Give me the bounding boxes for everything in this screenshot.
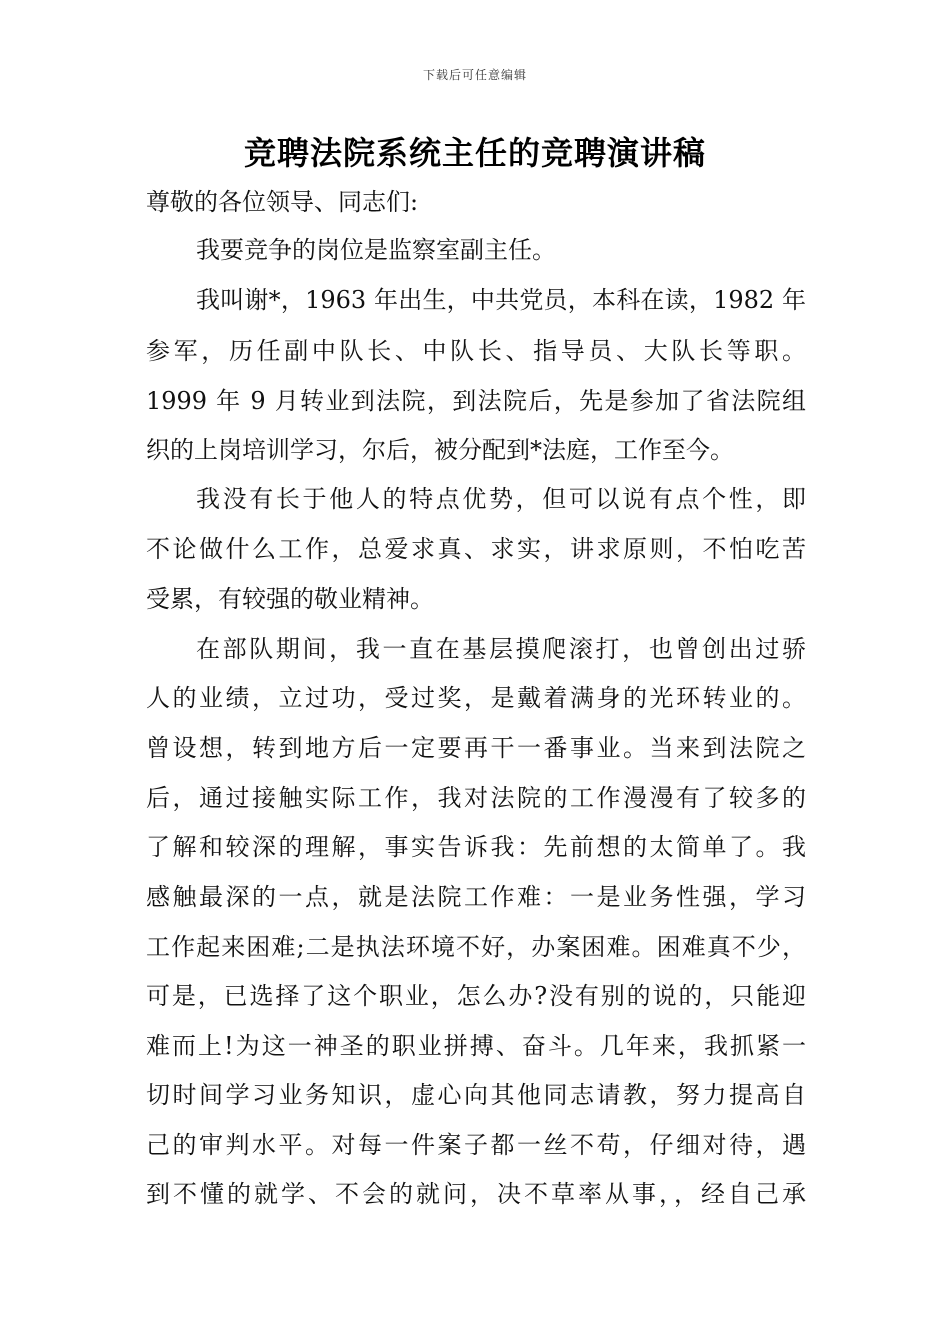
header-note: 下载后可任意编辑 (422, 68, 527, 82)
paragraph-line: 感触最深的一点，就是法院工作难：一是业务性强，学习 (146, 883, 806, 911)
paragraph-line: 己的审判水平。对每一件案子都一丝不苟，仔细对待，遇 (146, 1131, 806, 1159)
paragraph-line: 曾设想，转到地方后一定要再干一番事业。当来到法院之 (146, 734, 806, 762)
paragraph-line: 到不懂的就学、不会的就问，决不草率从事，，经自己承 (146, 1180, 806, 1208)
paragraph-line: 我要竞争的岗位是监察室副主任。 (196, 236, 556, 264)
paragraph-line: 织的上岗培训学习，尔后，被分配到*法庭，工作至今。 (146, 436, 734, 464)
paragraph-line: 后，通过接触实际工作，我对法院的工作漫漫有了较多的 (146, 784, 806, 812)
paragraph-line: 不论做什么工作，总爱求真、求实，讲求原则，不怕吃苦 (146, 535, 806, 563)
salutation-line: 尊敬的各位领导、同志们: (146, 188, 419, 216)
paragraph-line: 切时间学习业务知识，虚心向其他同志请教，努力提高自 (146, 1081, 806, 1109)
paragraph-line: 可是，已选择了这个职业，怎么办?没有别的说的，只能迎 (146, 982, 806, 1010)
paragraph-line: 参军，历任副中队长、中队长、指导员、大队长等职。 (146, 337, 806, 365)
paragraph-line: 工作起来困难;二是执法环境不好，办案困难。困难真不少， (146, 933, 806, 961)
paragraph-line: 了解和较深的理解，事实告诉我：先前想的太简单了。我 (146, 833, 806, 861)
paragraph-line: 我没有长于他人的特点优势，但可以说有点个性，即 (196, 485, 806, 513)
paragraph-line: 在部队期间，我一直在基层摸爬滚打，也曾创出过骄 (196, 635, 806, 663)
paragraph-line: 难而上!为这一神圣的职业拼搏、奋斗。几年来，我抓紧一 (146, 1032, 806, 1060)
paragraph-line: 我叫谢*，1963 年出生，中共党员，本科在读，1982 年 (196, 286, 806, 314)
paragraph-line: 受累，有较强的敬业精神。 (146, 585, 434, 613)
document-title: 竞聘法院系统主任的竞聘演讲稿 (243, 134, 706, 172)
paragraph-line: 1999 年 9 月转业到法院，到法院后，先是参加了省法院组 (146, 387, 806, 415)
paragraph-line: 人的业绩，立过功，受过奖，是戴着满身的光环转业的。 (146, 684, 806, 712)
